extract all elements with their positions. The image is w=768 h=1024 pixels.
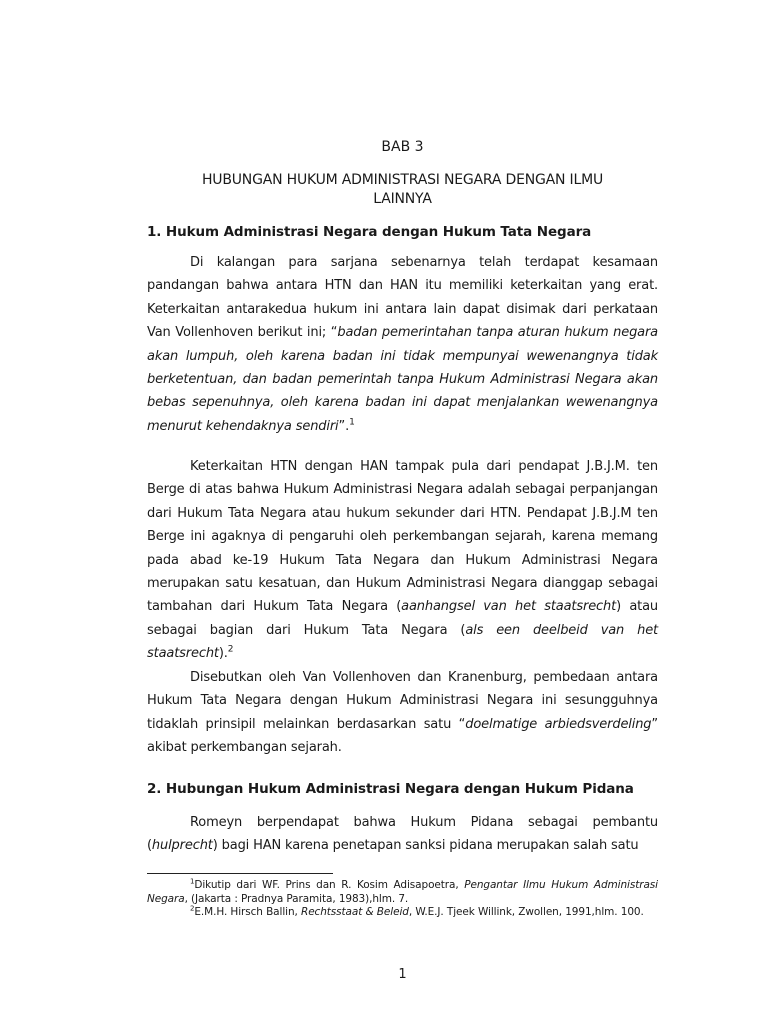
chapter-title [147, 171, 658, 209]
paragraph-text: ) bagi HAN karena penetapan sanksi pidana merupakan salah satu [212, 838, 639, 854]
footnote-title-italic: Pengantar Ilmu Hukum Administrasi Negara [147, 879, 658, 905]
paragraph-3 [147, 666, 658, 760]
page-number: 1 [398, 967, 407, 982]
footnote-number: 1 [190, 877, 195, 886]
paragraph-text: ) atau sebagai bagian dari Hukum Tata Negara ( [147, 599, 658, 638]
footnote-text: Dikutip dari WF. Prins dan R. Kosim Adisapoetra, [194, 879, 465, 891]
footnotes [147, 879, 658, 920]
footnote-number: 2 [190, 904, 195, 913]
term-italic: aanhangsel van het staatsrecht [401, 599, 617, 615]
footnote-title-italic: Rechtsstaat & Beleid [301, 906, 409, 918]
paragraph-4 [147, 811, 658, 858]
paragraph-text: Romeyn berpendapat bahwa Hukum Pidana sebagai pembantu ( [147, 815, 658, 854]
term-italic: hulprecht [151, 838, 213, 854]
paragraph-1 [147, 251, 658, 438]
section-heading-2: 2. Hubungan Hukum Administrasi Negara dengan Hukum Pidana [147, 781, 634, 797]
footnote-2 [147, 906, 658, 920]
paragraph-text: Keterkaitan HTN dengan HAN tampak pula dari pendapat J.B.J.M. ten Berge di atas bahwa Hukum Administrasi Negara adalah sebagai perpanjangan dari Hukum Tata Negara atau hukum sekunder dari HTN. Pendapat J.B.J.M ten Berge ini agaknya di pengaruhi oleh perkembangan sejarah, karena memang pada abad ke-19 Hukum Tata Negara dan Hukum Administrasi Negara merupakan satu kesatuan, dan Hukum Administrasi Negara dianggap sebagai tambahan dari Hukum Tata Negara ( [147, 459, 658, 615]
paragraph-text: ”. [338, 418, 350, 434]
term-italic: doelmatige arbiedsverdeling [465, 716, 652, 732]
paragraph-text: ). [218, 646, 228, 662]
paragraph-text: Di kalangan para sarjana sebenarnya telah terdapat kesamaan pandangan bahwa antara HTN dan HAN itu memiliki keterkaitan yang erat. Keterkaitan antarakedua hukum ini antara lain dapat disimak dari perkataan Van Vollenhoven berikut ini; “ [147, 255, 658, 341]
footnote-ref-2[interactable]: 2 [227, 644, 234, 655]
chapter-title-line-2: LAINNYA [373, 191, 432, 207]
paragraph-text: ” akibat perkembangan sejarah. [147, 716, 659, 756]
footnote-text: , W.E.J. Tjeek Willink, Zwollen, 1991,hlm. 100. [408, 906, 644, 918]
chapter-label: BAB 3 [381, 139, 424, 155]
footnote-text: E.M.H. Hirsch Ballin, [194, 906, 301, 918]
chapter-title-line-1: HUBUNGAN HUKUM ADMINISTRASI NEGARA DENGAN ILMU [201, 172, 604, 188]
footnote-1 [147, 879, 658, 906]
footnote-ref-1[interactable]: 1 [349, 417, 355, 428]
paragraph-2 [147, 455, 658, 666]
paragraph-text: Disebutkan oleh Van Vollenhoven dan Kranenburg, pembedaan antara Hukum Tata Negara dengan Hukum Administrasi Negara ini sesungguhnya tidaklah prinsipil melainkan berdasarkan satu “ [147, 670, 658, 732]
section-heading-1: 1. Hukum Administrasi Negara dengan Hukum Tata Negara [147, 224, 592, 240]
footnote-separator [147, 873, 333, 874]
term-italic: als een deelbeid van het staatsrecht [147, 622, 658, 662]
footnote-text: , (Jakarta : Pradnya Paramita, 1983),hlm. 7. [184, 892, 409, 905]
quote-italic: badan pemerintahan tanpa aturan hukum negara akan lumpuh, oleh karena badan ini tidak mempunyai wewenangnya tidak berketentuan, dan badan pemerintah tanpa Hukum Administrasi Negara akan bebas sepenuhnya, oleh karena badan ini dapat menjalankan wewenangnya menurut kehendaknya sendiri [147, 325, 658, 434]
